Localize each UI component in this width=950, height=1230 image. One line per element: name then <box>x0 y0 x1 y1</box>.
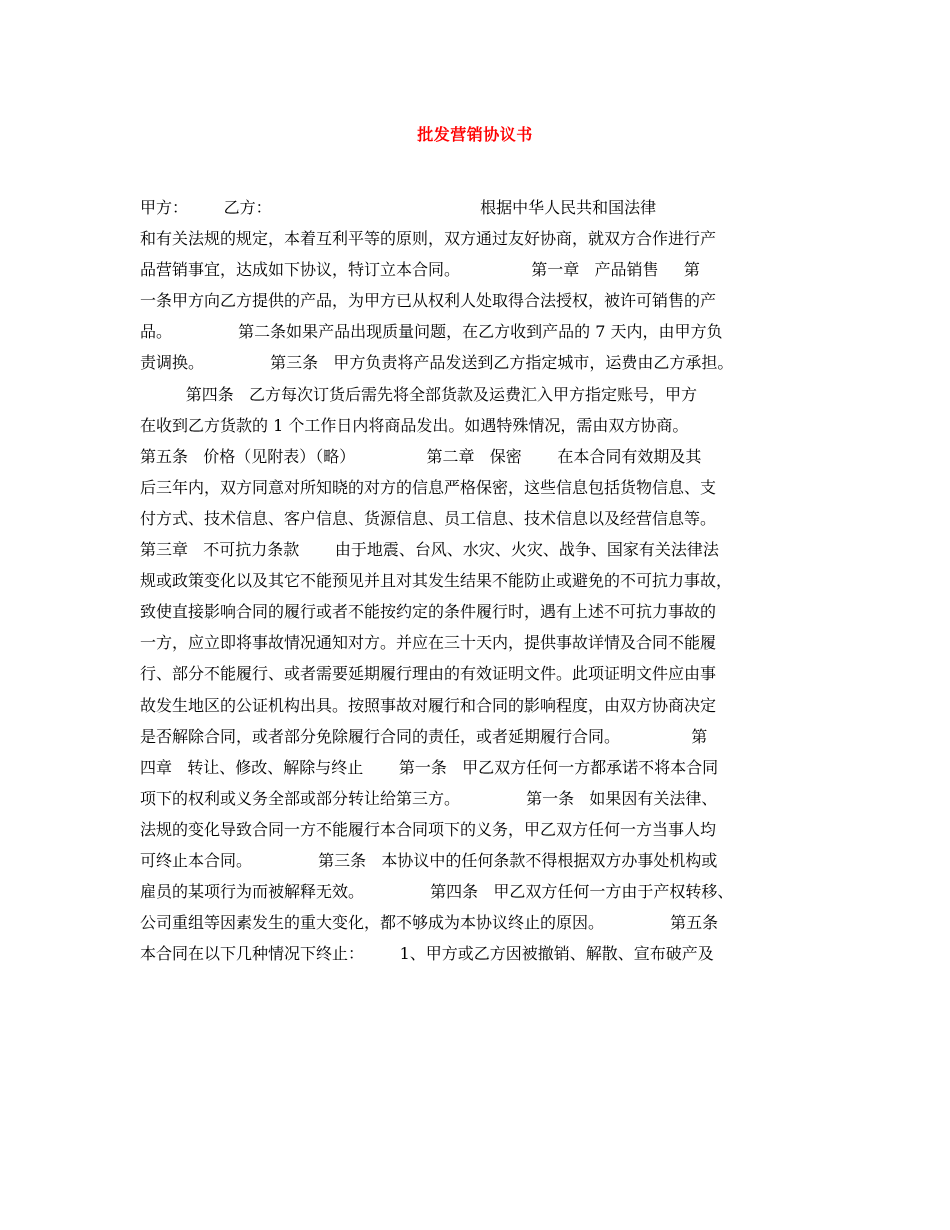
body-line: 项下的权利或义务全部或部分转让给第三方。 第一条 如果因有关法律、 <box>140 788 718 808</box>
body-line: 本合同在以下几种情况下终止： 1、甲方或乙方因被撤销、解散、宣布破产及 <box>140 944 714 964</box>
body-line: 后三年内，双方同意对所知晓的对方的信息严格保密，这些信息包括货物信息、支 <box>140 477 717 497</box>
body-line: 第五条 价格（见附表）（略） 第二章 保密 在本合同有效期及其 <box>140 446 702 466</box>
body-line: 品营销事宜，达成如下协议，特订立本合同。 第一章 产品销售 第 <box>140 260 700 280</box>
body-line: 可终止本合同。 第三条 本协议中的任何条款不得根据双方办事处机构或 <box>140 850 718 870</box>
body-line: 故发生地区的公证机构出具。按照事故对履行和合同的影响程度，由双方协商决定 <box>140 695 717 715</box>
body-line: 付方式、技术信息、客户信息、货源信息、员工信息、技术信息以及经营信息等。 <box>140 508 717 528</box>
body-line: 和有关法规的规定，本着互利平等的原则，双方通过友好协商，就双方合作进行产 <box>140 229 717 249</box>
body-line: 在收到乙方货款的 1 个工作日内将商品发出。如遇特殊情况，需由双方协商。 <box>140 415 689 435</box>
body-line: 品。 第二条如果产品出现质量问题，在乙方收到产品的 7 天内，由甲方负 <box>140 322 723 342</box>
body-line: 第三章 不可抗力条款 由于地震、台风、水灾、火灾、战争、国家有关法律法 <box>140 540 719 560</box>
body-line: 是否解除合同，或者部分免除履行合同的责任，或者延期履行合同。 第 <box>140 726 708 746</box>
body-line: 甲方： 乙方： 根据中华人民共和国法律 <box>140 198 657 217</box>
document-title: 批发营销协议书 <box>417 125 533 144</box>
body-line: 公司重组等因素发生的重大变化，都不够成为本协议终止的原因。 第五条 <box>140 913 719 933</box>
body-line: 行、部分不能履行、或者需要延期履行理由的有效证明文件。此项证明文件应由事 <box>140 664 717 684</box>
body-line: 责调换。 第三条 甲方负责将产品发送到乙方指定城市，运费由乙方承担。 <box>140 353 734 373</box>
body-line: 规或政策变化以及其它不能预见并且对其发生结果不能防止或避免的不可抗力事故， <box>140 571 733 591</box>
body-line: 一方，应立即将事故情况通知对方。并应在三十天内，提供事故详情及合同不能履 <box>140 633 717 653</box>
body-line: 一条甲方向乙方提供的产品，为甲方已从权利人处取得合法授权，被许可销售的产 <box>140 291 717 311</box>
document-body <box>140 192 812 969</box>
body-line: 第四条 乙方每次订货后需先将全部货款及运费汇入甲方指定账号，甲方 <box>140 384 698 404</box>
body-line: 雇员的某项行为而被解释无效。 第四条 甲乙双方任何一方由于产权转移、 <box>140 882 734 902</box>
body-line: 致使直接影响合同的履行或者不能按约定的条件履行时，遇有上述不可抗力事故的 <box>140 602 717 622</box>
body-line: 四章 转让、修改、解除与终止 第一条 甲乙双方任何一方都承诺不将本合同 <box>140 757 719 777</box>
body-line: 法规的变化导致合同一方不能履行本合同项下的义务，甲乙双方任何一方当事人均 <box>140 819 717 839</box>
